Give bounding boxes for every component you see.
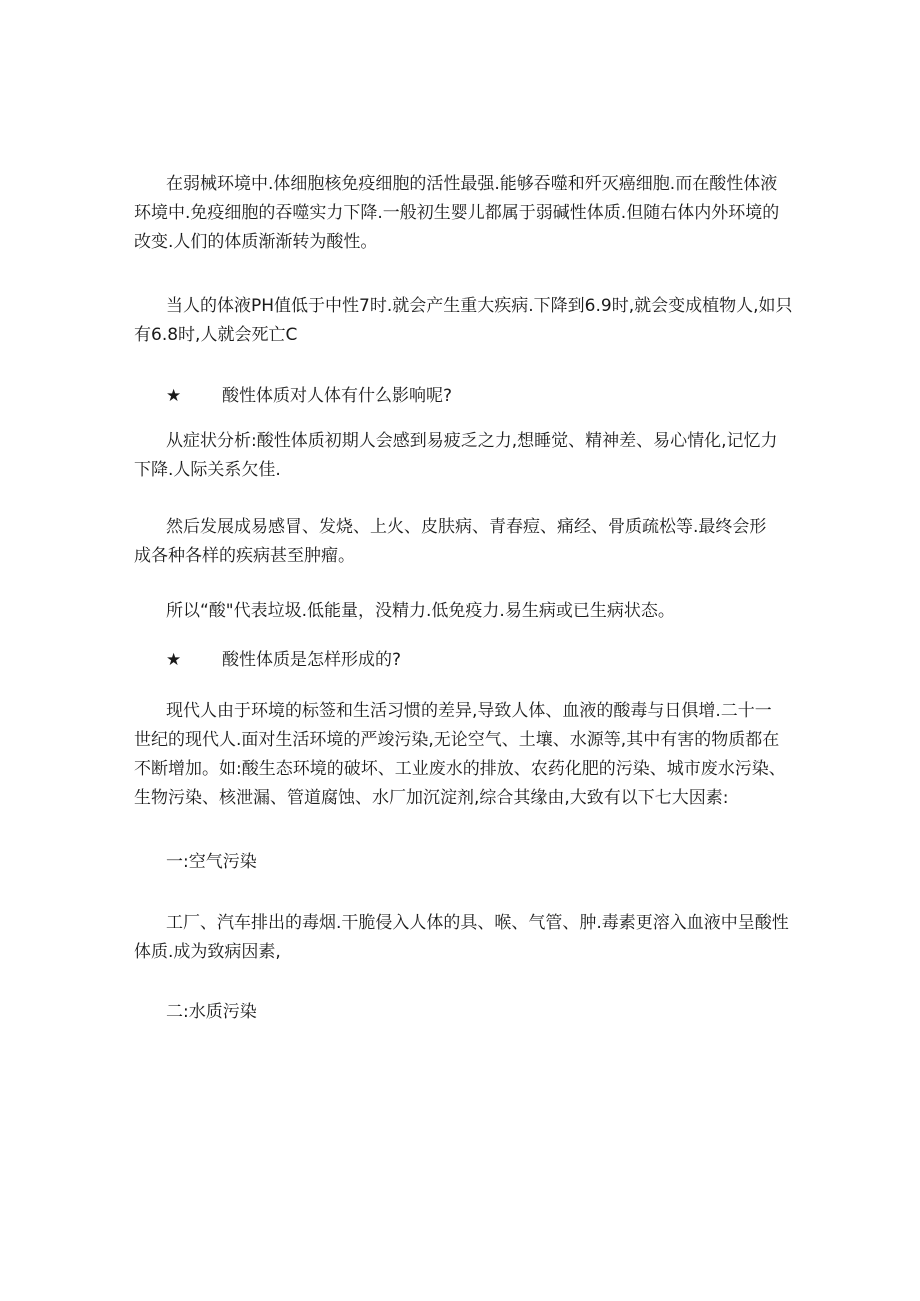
paragraph-ph-value — [134, 292, 793, 350]
heading-text: 酸性体质是怎样形成的? — [222, 650, 402, 670]
subheading-air-pollution — [166, 848, 788, 877]
paragraph-air-pollution — [134, 909, 789, 967]
star-icon: ★ — [166, 650, 182, 670]
paragraph-modern-causes — [134, 697, 788, 813]
star-icon: ★ — [166, 386, 182, 406]
text-line: 生物污染、核泄漏、管道腐蚀、水厂加沉淀剂,综合其缘由,大致有以下七大因素: — [134, 788, 729, 808]
text-line: 所以“酸"代表垃圾.低能量，没精力.低免疫力.易生病或已生病状态。 — [166, 601, 675, 621]
text-line: 体质.成为致病因素, — [134, 942, 281, 962]
text-line: 从症状分析:酸性体质初期人会感到易疲乏之力,想睡觉、精神差、易心情化,记忆力 — [166, 431, 778, 451]
paragraph-symptoms — [134, 427, 788, 485]
text-line: 环境中.免疫细胞的吞噬实力下降.一般初生婴儿都属于弱碱性体质.但随右体内外环境的 — [134, 203, 780, 223]
text-line: 改变.人们的体质渐渐转为酸性。 — [134, 232, 378, 252]
text-line: 不断增加。如:酸生态环境的破坏、工业废水的排放、农药化肥的污染、城市废水污染、 — [134, 759, 786, 779]
text-line: 然后发展成易感冒、发烧、上火、皮肤病、青春痘、痛经、骨质疏松等.最终会形 — [166, 517, 767, 537]
paragraph-development — [134, 513, 788, 571]
text-line: 有6.8时,人就会死亡C — [134, 325, 298, 345]
text-line: 工厂、汽车排出的毒烟.干脆侵入人体的具、喉、气管、肿.毒素更溶入血液中呈酸性 — [166, 913, 789, 933]
subheading-water-pollution — [166, 998, 788, 1027]
section-heading-formation — [166, 646, 401, 675]
section-heading-effects — [166, 382, 452, 411]
text-line: 成各种各样的疾病甚至肿瘤。 — [134, 546, 355, 566]
paragraph-alkaline-environment — [134, 170, 788, 257]
text-line: 现代人由于环境的标签和生活习惯的差异,导致人体、血液的酸毒与日俱增.二十一 — [166, 701, 772, 721]
text-line: 当人的体液PH值低于中性7时.就会产生重大疾病.下降到6.9时,就会变成植物人,如只 — [166, 296, 793, 316]
heading-text: 酸性体质对人体有什么影响呢? — [222, 386, 453, 406]
text-line: 一:空气污染 — [166, 852, 257, 872]
text-line: 在弱械环境中.体细胞核免疫细胞的活性最强.能够吞噬和歼灭癌细胞.而在酸性体液 — [166, 174, 778, 194]
text-line: 世纪的现代人.面对生活环境的严竣污染,无论空气、土壤、水源等,其中有害的物质都在 — [134, 730, 780, 750]
text-line: 下降.人际关系欠佳. — [134, 460, 281, 480]
text-line: 二:水质污染 — [166, 1002, 257, 1022]
paragraph-summary — [166, 597, 788, 626]
